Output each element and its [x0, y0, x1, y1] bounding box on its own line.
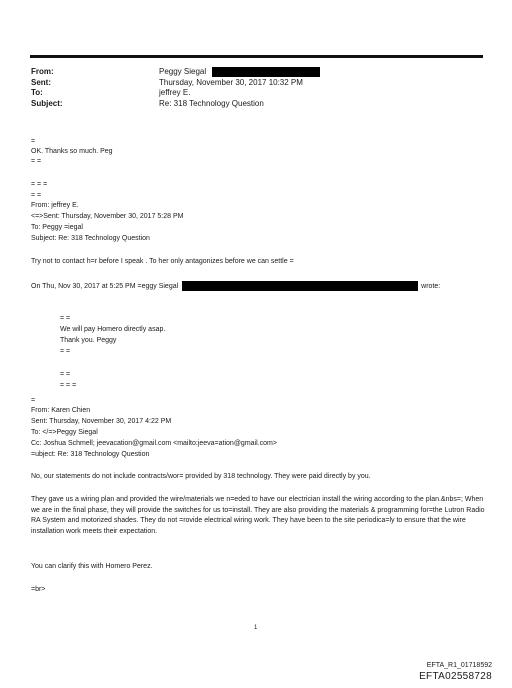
body-line: Cc: Joshua Schmell; jeevacation@gmail.com <mailto:jeeva=ation@gmail.com> — [31, 440, 277, 447]
body-line: Try not to contact h=r before I speak . To her only antagonizes before we can settle = — [31, 258, 294, 265]
redaction-bar — [182, 281, 418, 291]
body-line: You can clarify this with Homero Perez. — [31, 563, 153, 570]
subject-value: Re: 318 Technology Question — [159, 98, 264, 108]
from-value — [159, 67, 320, 78]
wrote-suffix: wrote: — [421, 283, 441, 290]
body-line: = = = — [31, 181, 48, 188]
from-label: From: — [31, 67, 54, 76]
body-line: = = — [31, 158, 42, 165]
header-rule — [30, 55, 483, 58]
quote-line: Thank you. Peggy — [60, 337, 117, 344]
bates-number-small: EFTA_R1_01718592 — [426, 662, 492, 669]
from-name: Peggy Siegal — [159, 67, 207, 76]
header-subject-row — [31, 99, 320, 110]
quote-line: = = — [60, 315, 71, 322]
body-paragraph: No, our statements do not include contracts/wor= provided by 318 technology. They were paid directly by you. — [31, 473, 371, 480]
subject-label: Subject: — [31, 98, 63, 108]
header-to-row — [31, 88, 320, 99]
sent-label: Sent: — [31, 77, 51, 87]
body-line: To: Peggy =iegal — [31, 224, 83, 231]
page-number: 1 — [254, 625, 258, 631]
body-line: OK. Thanks so much. Peg — [31, 148, 113, 155]
to-label: To: — [31, 88, 43, 97]
header-from-row — [31, 67, 320, 78]
wrote-prefix: On Thu, Nov 30, 2017 at 5:25 PM =eggy Siegal — [31, 283, 179, 290]
sent-value: Thursday, November 30, 2017 10:32 PM — [159, 77, 303, 87]
body-line: To: </=>Peggy Siegal — [31, 429, 98, 436]
body-line: Sent: Thursday, November 30, 2017 4:22 PM — [31, 418, 172, 425]
quote-line: = = — [60, 371, 71, 378]
quote-line: = = = — [60, 382, 77, 389]
body-line: Subject: Re: 318 Technology Question — [31, 235, 150, 242]
body-line: From: Karen Chien — [31, 407, 91, 414]
body-line: =br> — [31, 586, 46, 593]
header-sent-row — [31, 78, 320, 89]
body-line: <=>Sent: Thursday, November 30, 2017 5:28 PM — [31, 213, 184, 220]
body-line: =ubject: Re: 318 Technology Question — [31, 451, 150, 458]
email-header — [31, 67, 320, 109]
quote-line: = = — [60, 348, 71, 355]
redaction-bar — [212, 67, 320, 77]
body-paragraph: They gave us a wiring plan and provided the wire/materials we n=eded to have our electrician install the wiring according to the plan.&nbs=; When we are in the final phase, they will provide the switches for us to=install. They are also providing the materials & programming for=the Lutron Radio RA System and motorized shades. They do not =rovide electrical wiring work. They have been to the site periodica=ly to ensure that the wire installation work meets their expectation. — [31, 496, 485, 535]
body-line: From: jeffrey E. — [31, 202, 79, 209]
wrote-line — [31, 282, 440, 291]
quote-line: We will pay Homero directly asap. — [60, 326, 166, 333]
body-line: = = — [31, 192, 42, 199]
bates-number-large: EFTA02558728 — [419, 671, 492, 682]
body-line: = — [31, 397, 36, 404]
body-line: = — [31, 138, 36, 145]
to-value: jeffrey E. — [159, 88, 191, 97]
